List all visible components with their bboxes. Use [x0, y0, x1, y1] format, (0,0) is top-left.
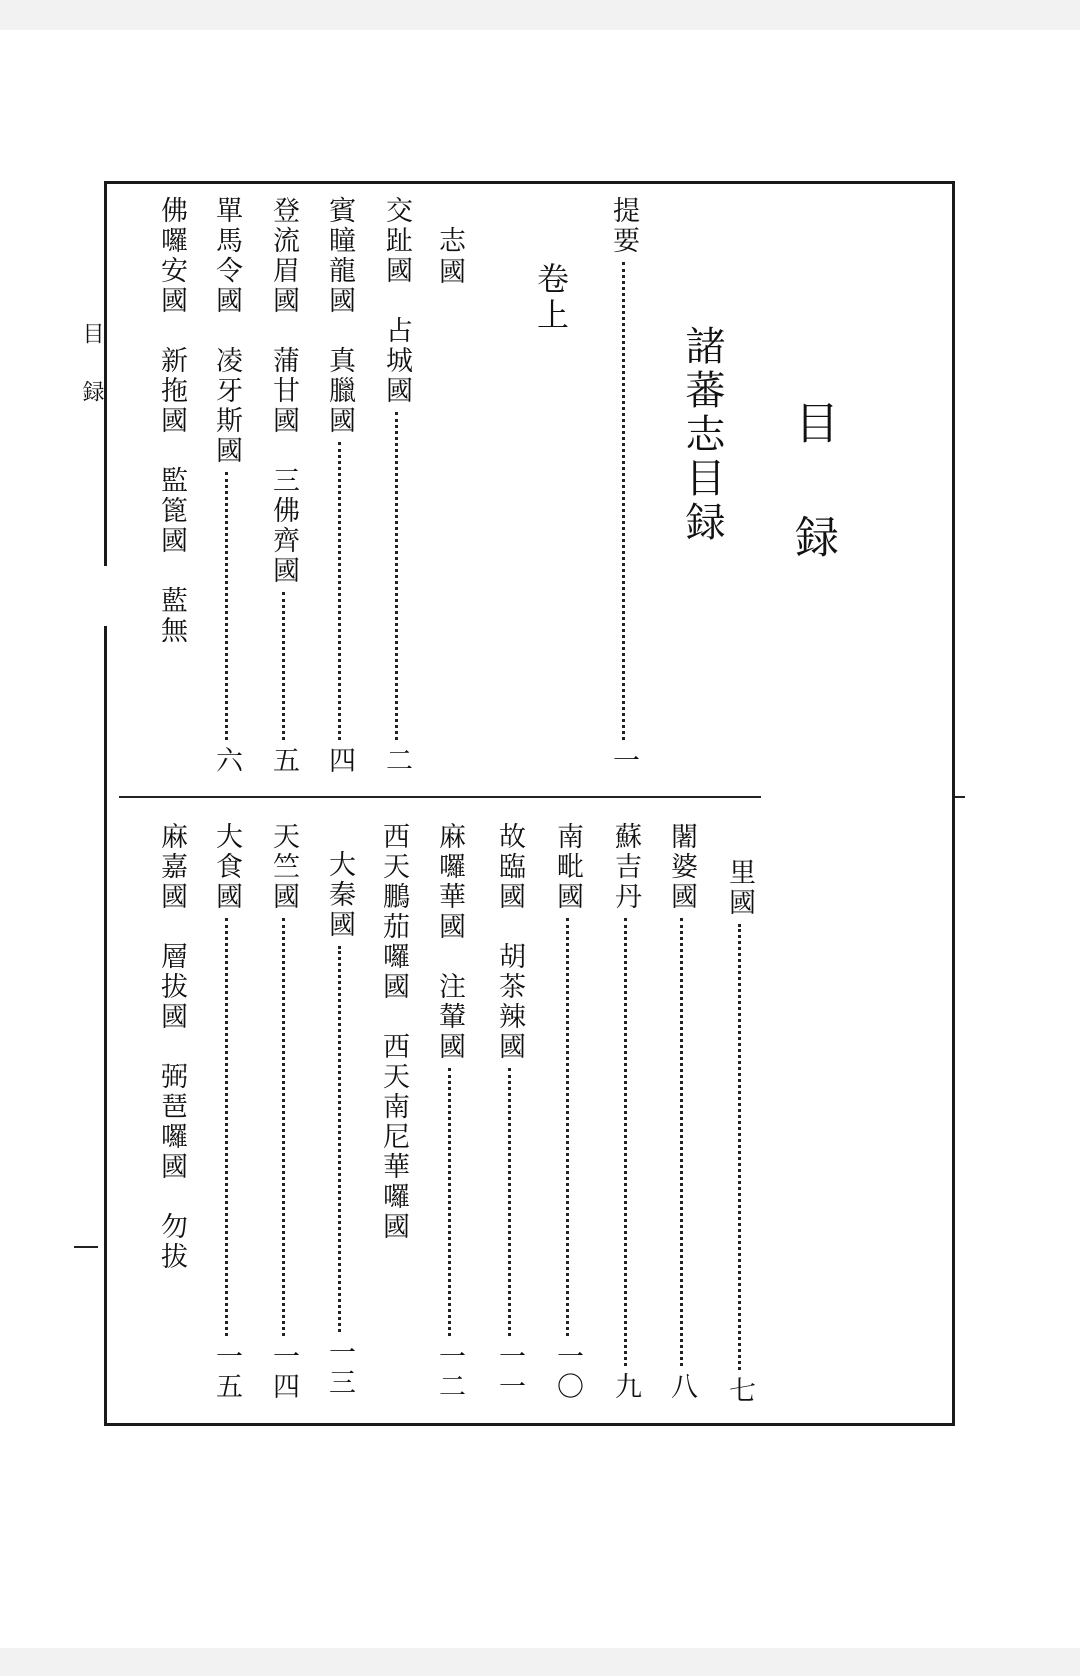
- entry-names: [434, 822, 464, 1062]
- country-name: 蘇吉丹: [610, 822, 641, 912]
- name-gap: [268, 316, 299, 346]
- dot-leader: [225, 918, 228, 1336]
- page-number: 二: [381, 746, 412, 776]
- divider-tick: [955, 796, 965, 798]
- country-name: 西天南尼華囉國: [378, 1032, 409, 1242]
- page-number: 一四: [268, 1342, 299, 1402]
- dot-leader: [282, 918, 285, 1336]
- dot-leader: [624, 918, 627, 1366]
- upper-toc-entry: [268, 196, 298, 776]
- country-name: 南毗國: [552, 822, 583, 912]
- name-gap: [378, 1002, 409, 1032]
- entry-names: [552, 822, 582, 912]
- page-number: 七: [724, 1376, 755, 1406]
- page-number: 一五: [211, 1342, 242, 1402]
- entry-names: [610, 822, 640, 912]
- entry-names: [324, 196, 354, 436]
- country-name: 注輦國: [434, 972, 465, 1062]
- entry-names: [608, 196, 638, 256]
- dot-leader: [395, 412, 398, 740]
- dot-leader: [622, 262, 625, 740]
- country-name: 勿拔: [156, 1212, 187, 1272]
- country-name: 提要: [608, 196, 639, 256]
- name-gap: [211, 316, 242, 346]
- name-gap: [156, 1032, 187, 1062]
- dot-leader: [680, 918, 683, 1366]
- dot-leader: [282, 592, 285, 740]
- entry-names: [268, 822, 298, 912]
- country-name: 真臘國: [324, 346, 355, 436]
- country-name: 賓瞳龍國: [324, 196, 355, 316]
- country-name: 麻嘉國: [156, 822, 187, 912]
- country-name: 單馬令國: [211, 196, 242, 316]
- country-name: 層拔國: [156, 942, 187, 1032]
- entry-names: [211, 822, 241, 912]
- name-gap: [324, 316, 355, 346]
- country-name: 胡茶辣國: [494, 942, 525, 1062]
- country-name: 佛囉安國: [156, 196, 187, 316]
- page-number: 九: [610, 1372, 641, 1402]
- country-name: 闍婆國: [666, 822, 697, 912]
- lower-toc-entry: [434, 822, 464, 1402]
- page-number: 四: [324, 746, 355, 776]
- folio-mark: [74, 1246, 98, 1248]
- lower-toc-entry: [666, 822, 696, 1402]
- viewer-top-bar: [0, 0, 1080, 30]
- entry-names: [494, 822, 524, 1062]
- country-name: 天竺國: [268, 822, 299, 912]
- page-number: 一一: [494, 1342, 525, 1402]
- country-name: 大秦國: [324, 850, 355, 940]
- lower-toc-entry: [724, 858, 754, 1406]
- lower-toc-entry: [268, 822, 298, 1402]
- country-name: 新拖國: [156, 346, 187, 436]
- country-name: 凌牙斯國: [211, 346, 242, 466]
- viewer-bottom-bar: [0, 1648, 1080, 1676]
- entry-names: [324, 850, 354, 940]
- dot-leader: [508, 1068, 511, 1336]
- country-name: 麻囉華國: [434, 822, 465, 942]
- page-number: 一二: [434, 1342, 465, 1402]
- country-name: 登流眉國: [268, 196, 299, 316]
- upper-toc-entry: [381, 196, 411, 776]
- section-divider: [119, 796, 761, 798]
- name-gap: [494, 912, 525, 942]
- upper-toc-entry: [608, 196, 638, 776]
- country-name: 弼琶囉國: [156, 1062, 187, 1182]
- book-title: 諸蕃志目録: [679, 325, 725, 545]
- name-gap: [156, 556, 187, 586]
- upper-toc-entry: [156, 196, 186, 646]
- entry-names: [156, 196, 186, 646]
- frame-break: [101, 566, 109, 626]
- lower-toc-entry: [211, 822, 241, 1402]
- margin-label: 目録: [79, 322, 104, 438]
- name-gap: [156, 1182, 187, 1212]
- entry-names: [378, 822, 408, 1242]
- name-gap: [381, 286, 412, 316]
- lower-toc-entry: [324, 850, 354, 1398]
- country-name: 藍無: [156, 586, 187, 646]
- dot-leader: [448, 1068, 451, 1336]
- lower-toc-entry: [610, 822, 640, 1402]
- dot-leader: [566, 918, 569, 1336]
- country-name: 大食國: [211, 822, 242, 912]
- name-gap: [156, 316, 187, 346]
- lower-toc-entry: [494, 822, 524, 1402]
- country-name: 西天鵬茄囉國: [378, 822, 409, 1002]
- country-name: 里國: [724, 858, 755, 918]
- country-name: 蒲甘國: [268, 346, 299, 436]
- entry-names: [381, 196, 411, 406]
- dot-leader: [338, 442, 341, 740]
- page-number: 六: [211, 746, 242, 776]
- dot-leader: [225, 472, 228, 740]
- country-name: 占城國: [381, 316, 412, 406]
- lower-toc-entry: [378, 822, 408, 1242]
- dot-leader: [738, 924, 741, 1370]
- entry-names: [211, 196, 241, 466]
- section-heading: 志國: [434, 226, 465, 288]
- name-gap: [434, 942, 465, 972]
- page-number: 八: [666, 1372, 697, 1402]
- page-number: 五: [268, 746, 299, 776]
- page-number: 一三: [324, 1338, 355, 1398]
- entry-names: [724, 858, 754, 918]
- volume-heading: 卷上: [532, 262, 570, 334]
- page-title: 目録: [787, 400, 838, 628]
- page-number: 一〇: [552, 1342, 583, 1402]
- country-name: 交趾國: [381, 196, 412, 286]
- name-gap: [156, 436, 187, 466]
- country-name: 三佛齊國: [268, 466, 299, 586]
- name-gap: [156, 912, 187, 942]
- upper-toc-entry: [211, 196, 241, 776]
- lower-toc-entry: [552, 822, 582, 1402]
- country-name: 監篦國: [156, 466, 187, 556]
- dot-leader: [338, 946, 341, 1332]
- upper-toc-entry: [324, 196, 354, 776]
- lower-toc-entry: [156, 822, 186, 1272]
- country-name: 故臨國: [494, 822, 525, 912]
- entry-names: [156, 822, 186, 1272]
- entry-names: [666, 822, 696, 912]
- entry-names: [268, 196, 298, 586]
- name-gap: [268, 436, 299, 466]
- page-number: 一: [608, 746, 639, 776]
